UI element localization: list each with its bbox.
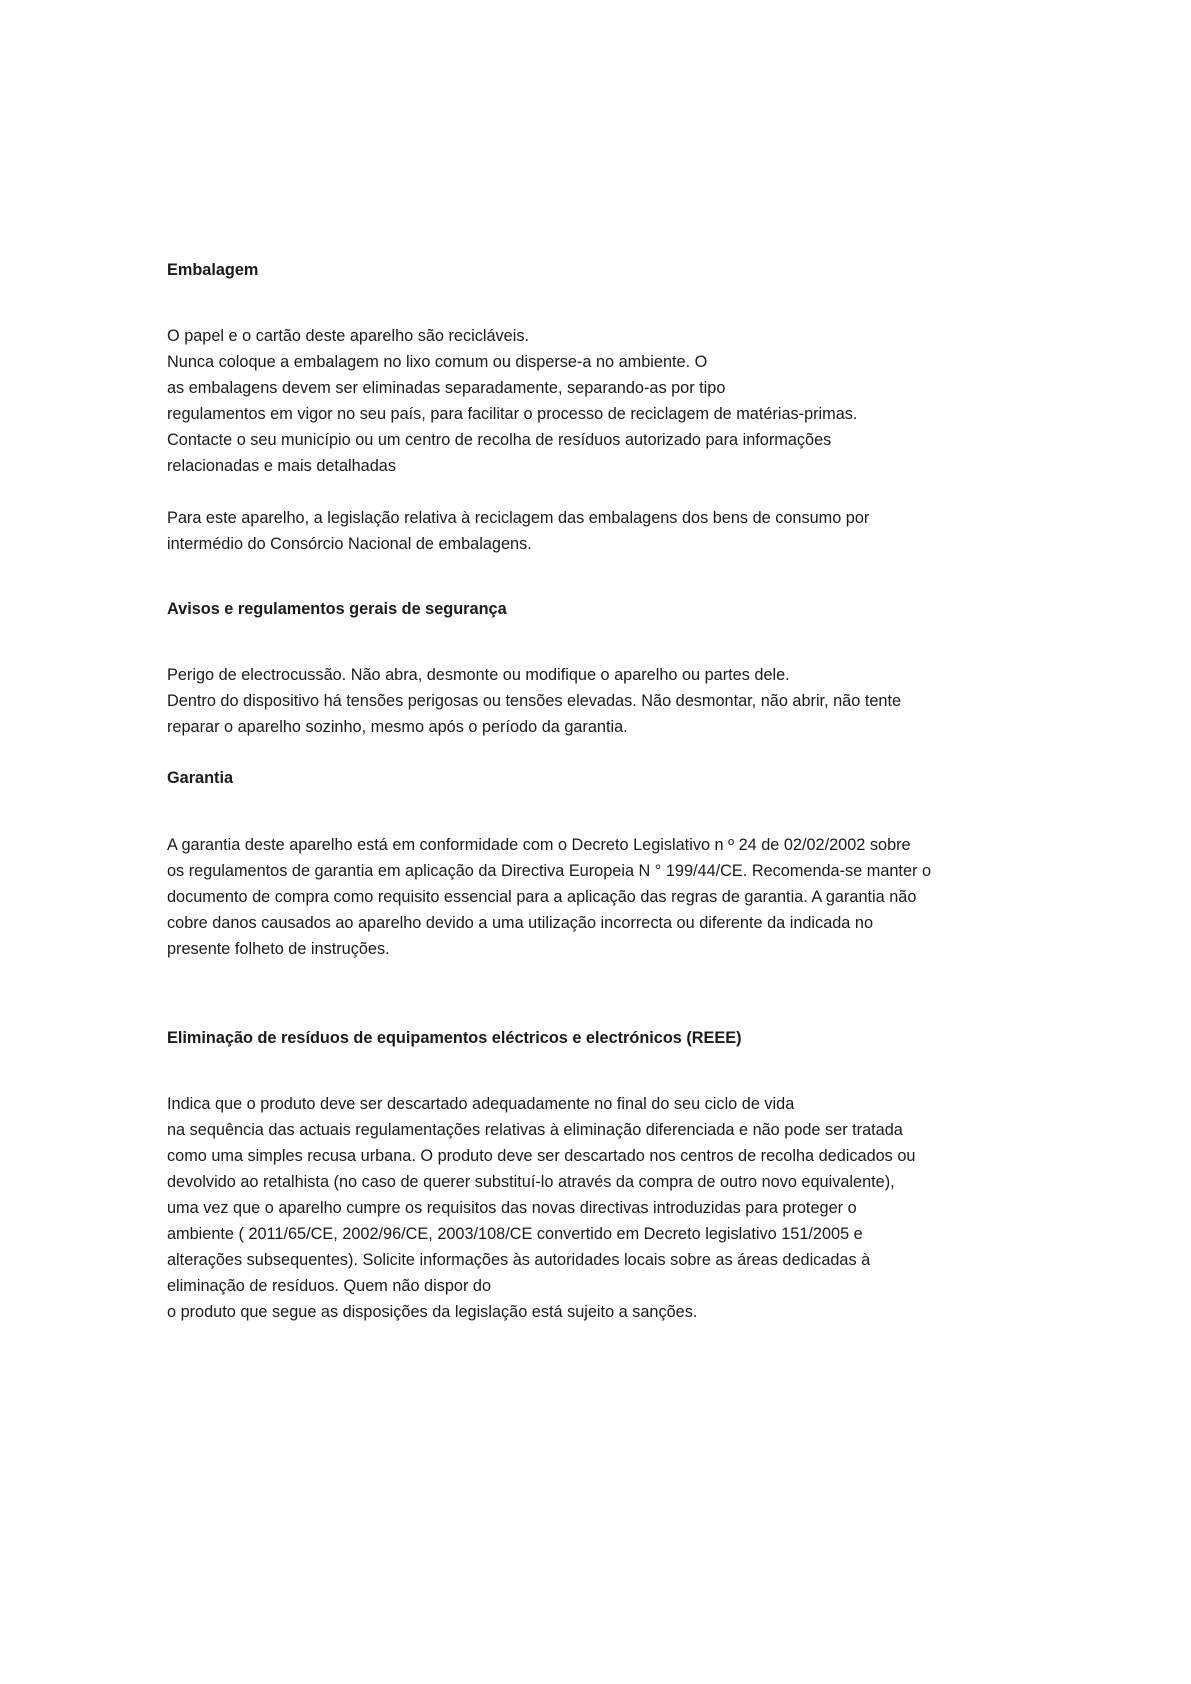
weee-text-line: Indica que o produto deve ser descartado adequadamente no final do seu ciclo de vida [167, 1095, 795, 1113]
safety-text-line: Perigo de electrocussão. Não abra, desmonte ou modifique o aparelho ou partes dele. [167, 666, 790, 684]
section-heading-weee: Eliminação de resíduos de equipamentos eléctricos e electrónicos (REEE) [167, 1029, 742, 1047]
packaging-consortium-line: Para este aparelho, a legislação relativa à reciclagem das embalagens dos bens de consumo por [167, 509, 870, 527]
safety-text-line: reparar o aparelho sozinho, mesmo após o período da garantia. [167, 718, 628, 736]
packaging-text-line: O papel e o cartão deste aparelho são recicláveis. [167, 327, 530, 345]
weee-text-line: uma vez que o aparelho cumpre os requisitos das novas directivas introduzidas para proteger o [167, 1199, 857, 1217]
weee-text-line: alterações subsequentes). Solicite informações às autoridades locais sobre as áreas dedicadas à [167, 1251, 871, 1269]
packaging-text-line: as embalagens devem ser eliminadas separadamente, separando-as por tipo [167, 379, 726, 397]
warranty-text-line: cobre danos causados ao aparelho devido a uma utilização incorrecta ou diferente da indicada no [167, 914, 873, 932]
warranty-text-line: presente folheto de instruções. [167, 940, 390, 958]
weee-text-line: ambiente ( 2011/65/CE, 2002/96/CE, 2003/108/CE convertido em Decreto legislativo 151/2005 e [167, 1225, 863, 1243]
warranty-text-line: os regulamentos de garantia em aplicação da Directiva Europeia N ° 199/44/CE. Recomenda-se manter o [167, 862, 932, 880]
warranty-text-line: documento de compra como requisito essencial para a aplicação das regras de garantia. A garantia não [167, 888, 917, 906]
packaging-text-line: relacionadas e mais detalhadas [167, 457, 396, 475]
weee-text-line: como uma simples recusa urbana. O produto deve ser descartado nos centros de recolha dedicados ou [167, 1147, 916, 1165]
weee-text-line: devolvido ao retalhista (no caso de querer substituí-lo através da compra de outro novo equivalente), [167, 1173, 895, 1191]
packaging-consortium-line: intermédio do Consórcio Nacional de embalagens. [167, 535, 532, 553]
section-heading-warranty: Garantia [167, 769, 234, 787]
packaging-text-line: Nunca coloque a embalagem no lixo comum ou disperse-a no ambiente. O [167, 353, 708, 371]
section-heading-packaging: Embalagem [167, 261, 259, 279]
packaging-text-line: regulamentos em vigor no seu país, para facilitar o processo de reciclagem de matérias-primas. [167, 405, 858, 423]
warranty-text-line: A garantia deste aparelho está em conformidade com o Decreto Legislativo n º 24 de 02/02/2002 sobre [167, 836, 911, 854]
weee-text-line: o produto que segue as disposições da legislação está sujeito a sanções. [167, 1303, 698, 1321]
packaging-text-line: Contacte o seu município ou um centro de recolha de resíduos autorizado para informações [167, 431, 832, 449]
section-heading-safety: Avisos e regulamentos gerais de segurança [167, 600, 507, 618]
weee-text-line: eliminação de resíduos. Quem não dispor do [167, 1277, 492, 1295]
safety-text-line: Dentro do dispositivo há tensões perigosas ou tensões elevadas. Não desmontar, não abrir, não tente [167, 692, 902, 710]
weee-text-line: na sequência das actuais regulamentações relativas à eliminação diferenciada e não pode ser tratada [167, 1121, 903, 1139]
